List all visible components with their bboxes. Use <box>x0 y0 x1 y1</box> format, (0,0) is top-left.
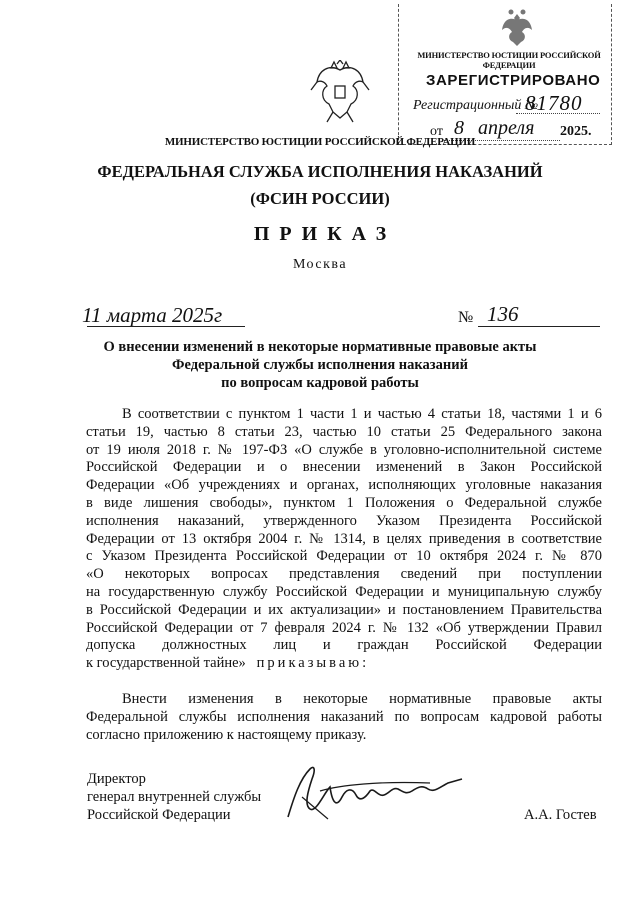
preamble-line: В соответствии с пунктом 1 части 1 и частью 4 статьи 18, частями 1 и 6 <box>122 406 602 422</box>
preamble-line: от 19 июля 2018 г. № 197-ФЗ «О службе в уголовно-исполнительной системе <box>86 441 602 458</box>
order-number-underline <box>478 326 600 327</box>
preamble-line: в виде лишения свободы», пунктом 1 Положения о Федеральной службе <box>86 494 602 511</box>
signatory-title: Директор <box>87 771 146 787</box>
ministry-name: МИНИСТЕРСТВО ЮСТИЦИИ РОССИЙСКОЙ ФЕДЕРАЦИИ <box>164 136 476 148</box>
preamble-last-text: к государственной тайне» <box>86 655 246 672</box>
order-word: приказываю: <box>256 655 370 672</box>
stamp-reg-label: Регистрационный № <box>413 98 539 113</box>
stamp-reg-number: 81780 <box>525 91 583 115</box>
order-date-underline <box>87 326 245 327</box>
preamble-line: Российской Федерации и о внесении изменений в Закон Российской <box>86 459 602 476</box>
stamp-date-month: апреля <box>478 117 535 139</box>
handwritten-signature-icon <box>280 757 470 829</box>
body-line: Федеральной службы исполнения наказаний по вопросам кадровой работы <box>86 708 602 725</box>
order-text <box>86 406 602 744</box>
preamble-line: Федерации от 13 октября 2004 г. № 1314, в целях приведения в соответствие <box>86 530 602 547</box>
body-line: Внести изменения в некоторые нормативные правовые акты <box>122 690 602 707</box>
stamp-date-day: 8 <box>454 117 464 139</box>
preamble-line: на государственную службу Российской Федерации и муниципальную службу <box>86 583 602 600</box>
stamp-date-label: от <box>430 124 443 139</box>
stamp-ministry: МИНИСТЕРСТВО ЮСТИЦИИ РОССИЙСКОЙ ФЕДЕРАЦИИ <box>417 50 601 70</box>
preamble-line: Российской Федерации от 7 февраля 2024 г. № 132 «Об утверждении Правил <box>86 619 602 636</box>
preamble-line: «О некоторых вопросах представления сведений при поступлении <box>86 566 602 583</box>
signatory-rank: генерал внутренней службы <box>87 789 262 805</box>
body-last-line: согласно приложению к настоящему приказу. <box>86 726 367 743</box>
order-number-sign: № <box>458 309 474 326</box>
preamble-last-line <box>86 655 602 673</box>
preamble-line: статьи 19, частью 8 статьи 23, частью 10 статьи 25 Федерального закона <box>86 423 602 440</box>
stamp-emblem-icon <box>498 8 536 50</box>
stamp-date-year: 2025. <box>560 124 592 139</box>
document-city: Москва <box>292 257 348 272</box>
signatory-rank-country: Российской Федерации <box>87 807 231 823</box>
order-title-line: по вопросам кадровой работы <box>221 375 419 391</box>
service-abbreviation: (ФСИН РОССИИ) <box>250 189 390 208</box>
preamble-line: с Указом Президента Российской Федерации от 10 октября 2024 г. № 870 <box>86 548 602 565</box>
order-number: 136 <box>487 302 519 326</box>
preamble-line: исполнения наказаний, утвержденного Указом Президента Российской <box>86 512 602 529</box>
preamble-line: Федерации «Об учреждениях и органах, исполняющих уголовные наказания <box>86 477 602 494</box>
coat-of-arms-icon <box>309 60 371 128</box>
document-type: ПРИКАЗ <box>253 223 397 245</box>
preamble-line: допуска должностных лиц и граждан Российской Федерации <box>86 637 602 654</box>
stamp-reg-underline <box>516 113 600 114</box>
stamp-status: ЗАРЕГИСТРИРОВАНО <box>426 72 601 89</box>
order-title-line: О внесении изменений в некоторые нормативные правовые акты <box>103 339 537 355</box>
signatory-name: А.А. Гостев <box>524 807 597 823</box>
service-name: ФЕДЕРАЛЬНАЯ СЛУЖБА ИСПОЛНЕНИЯ НАКАЗАНИЙ <box>97 162 543 181</box>
order-title-line: Федеральной службы исполнения наказаний <box>172 357 468 373</box>
order-date: 11 марта 2025г <box>82 303 223 327</box>
preamble-line: в Российской Федерации и их актуализации» и постановлением Правительства <box>86 601 602 618</box>
